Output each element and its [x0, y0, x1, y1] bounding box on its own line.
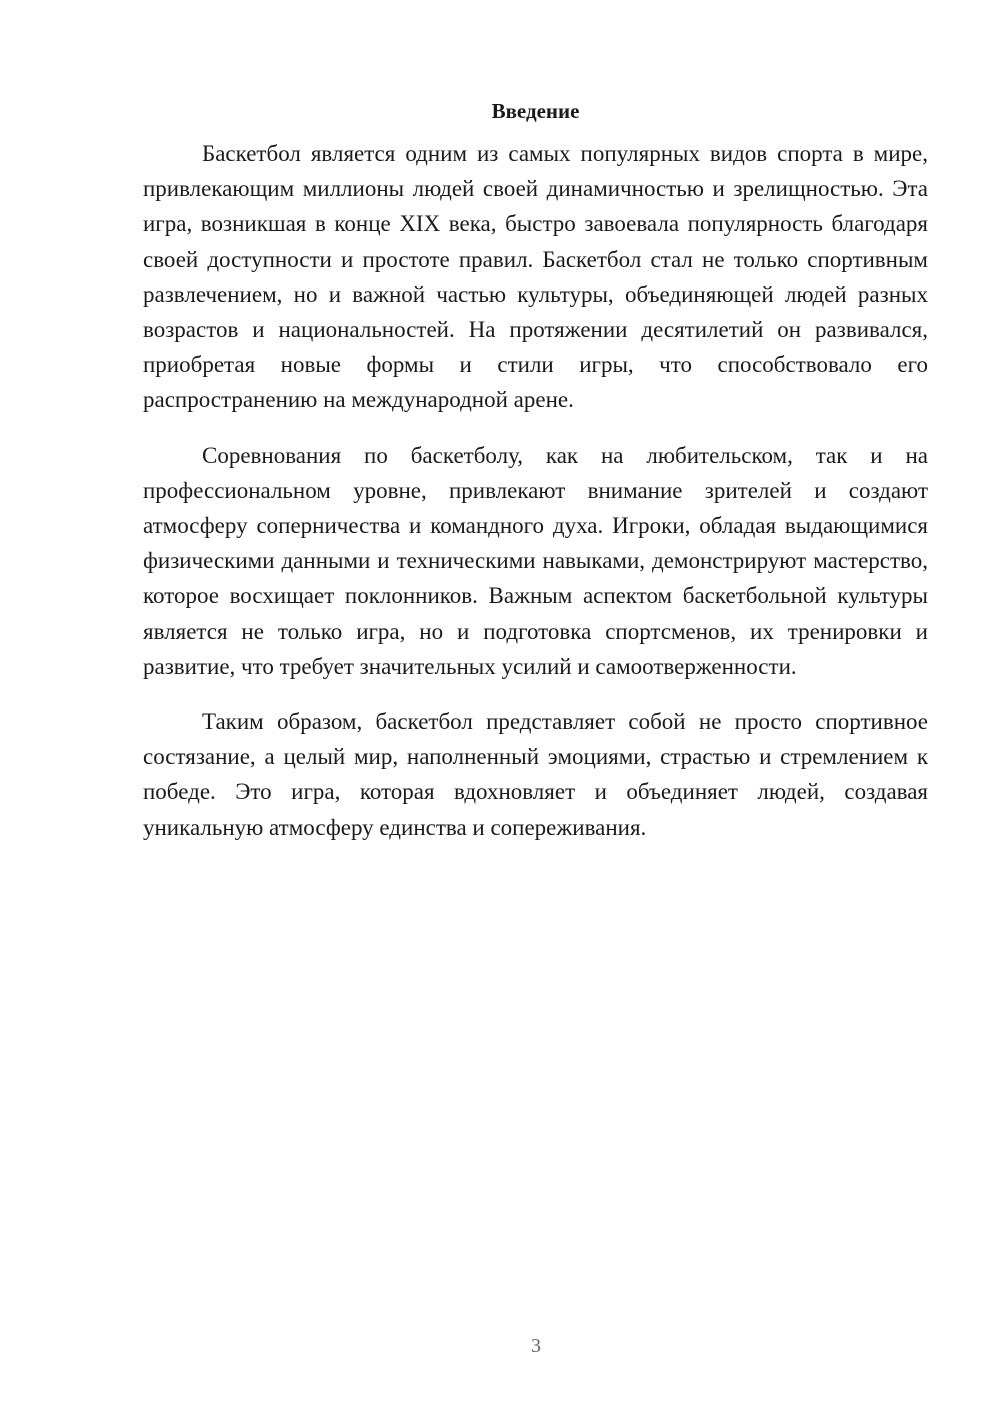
page-content: [143, 96, 928, 865]
paragraph-1: Баскетбол является одним из самых популярных видов спорта в мире, привлекающим миллионы людей своей динамичностью и зрелищностью. Эта игра, возникшая в конце XIX века, быстро завоевала популярность благодаря своей доступности и простоте правил. Баскетбол стал не только спортивным развлечением, но и важной частью культуры, объединяющей людей разных возрастов и национальностей. На протяжении десятилетий он развивался, приобретая новые формы и стили игры, что способствовало его распространению на международной арене.: [143, 141, 928, 413]
page-number: 3: [531, 1335, 541, 1357]
paragraph-3: Таким образом, баскетбол представляет собой не просто спортивное состязание, а целый мир, наполненный эмоциями, страстью и стремлением к победе. Это игра, которая вдохновляет и объединяет людей, создавая уникальную атмосферу единства и сопереживания.: [143, 709, 928, 840]
paragraph-2: Соревнования по баскетболу, как на любительском, так и на профессиональном уровне, привлекают внимание зрителей и создают атмосферу соперничества и командного духа. Игроки, обладая выдающимися физическими данными и техническими навыками, демонстрируют мастерство, которое восхищает поклонников. Важным аспектом баскетбольной культуры является не только игра, но и подготовка спортсменов, их тренировки и развитие, что требует значительных усилий и самоотверженности.: [143, 442, 928, 679]
section-heading: Введение: [491, 99, 580, 123]
